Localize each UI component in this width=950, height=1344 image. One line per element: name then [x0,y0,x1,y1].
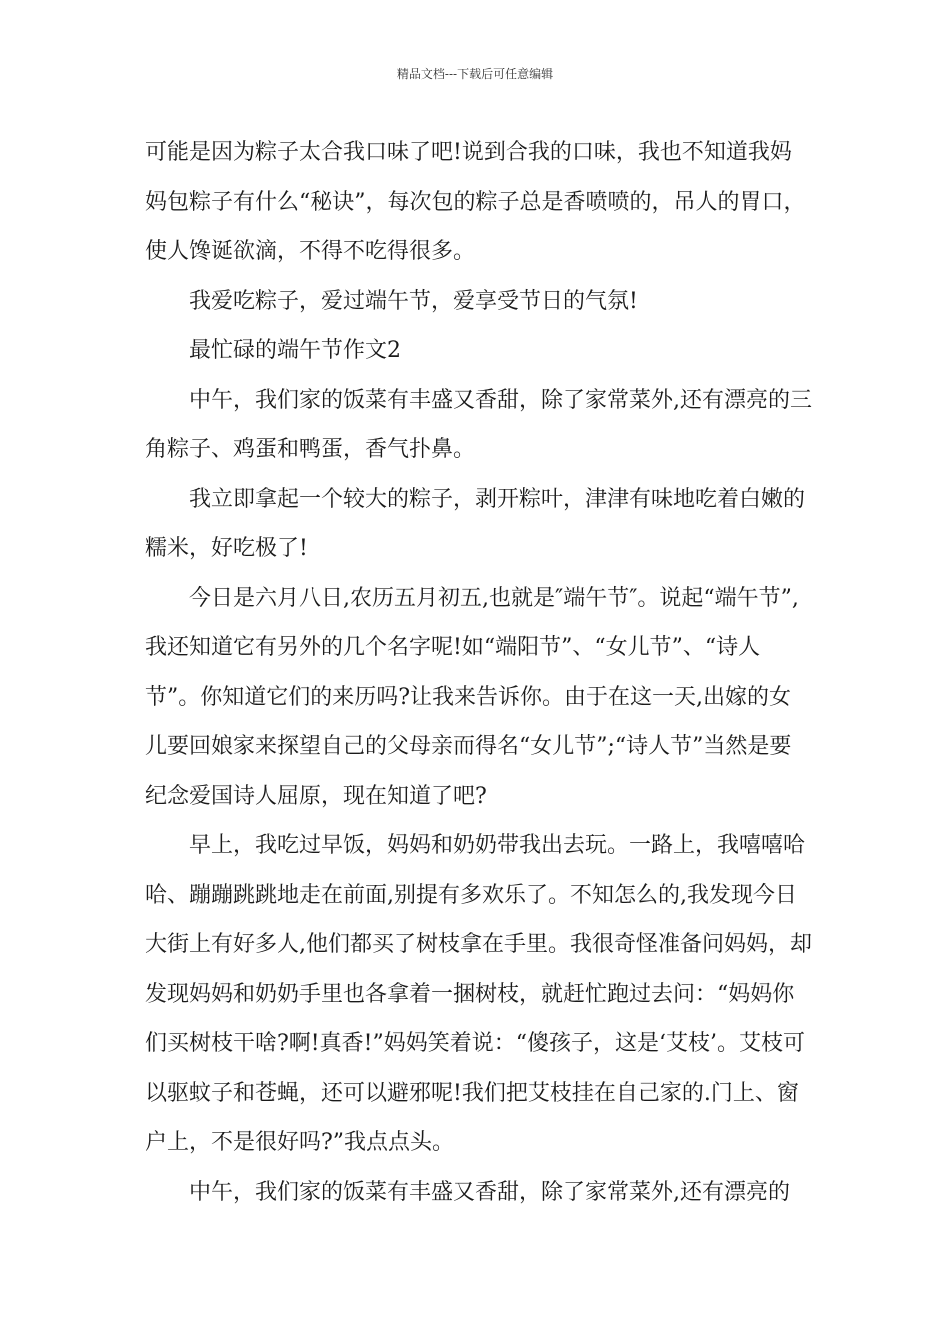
document-body [145,128,813,1217]
page-header: 精品文档---下载后可任意编辑 [396,67,554,81]
paragraph: 可能是因为粽子太合我口味了吧!说到合我的口味，我也不知道我妈妈包粽子有什么“秘诀”，每次包的粽子总是香喷喷的，吊人的胃口，使人馋诞欲滴，不得不吃得很多。 [145,140,806,264]
paragraph: 我爱吃粽子，爱过端午节，爱享受节日的气氛! [189,288,638,314]
paragraph: 早上，我吃过早饭，妈妈和奶奶带我出去玩。一路上，我嘻嘻哈哈、蹦蹦跳跳地走在前面,别提有多欢乐了。不知怎么的,我发现今日大街上有好多人,他们都买了树枝拿在手里。我很奇怪准备问妈妈，却发现妈妈和奶奶手里也各拿着一捆树枝，就赶忙跑过去问：“妈妈你们买树枝干啥?啊!真香!”妈妈笑着说：“傻孩子，这是‘艾枝’。艾枝可以驱蚊子和苍蝇，还可以避邪呢!我们把艾枝挂在自己家的.门上、窗户上，不是很好吗?”我点点头。 [145,833,812,1155]
paragraph: 我立即拿起一个较大的粽子，剥开粽叶，津津有味地吃着白嫩的糯米，好吃极了! [145,486,806,561]
paragraph: 今日是六月八日,农历五月初五,也就是″端午节″。说起“端午节”,我还知道它有另外的几个名字呢!如“端阳节”、“女儿节”、“诗人节”。你知道它们的来历吗?让我来告诉你。由于在这一天,出嫁的女儿要回娘家来探望自己的父母亲而得名“女儿节”;“诗人节”当然是要纪念爱国诗人屈原，现在知道了吧? [145,585,799,809]
paragraph: 中午，我们家的饭菜有丰盛又香甜，除了家常菜外,还有漂亮的 [189,1179,790,1205]
paragraph: 中午，我们家的饭菜有丰盛又香甜，除了家常菜外,还有漂亮的三角粽子、鸡蛋和鸭蛋，香气扑鼻。 [145,387,812,462]
section-title: 最忙碌的端午节作文2 [189,338,401,363]
